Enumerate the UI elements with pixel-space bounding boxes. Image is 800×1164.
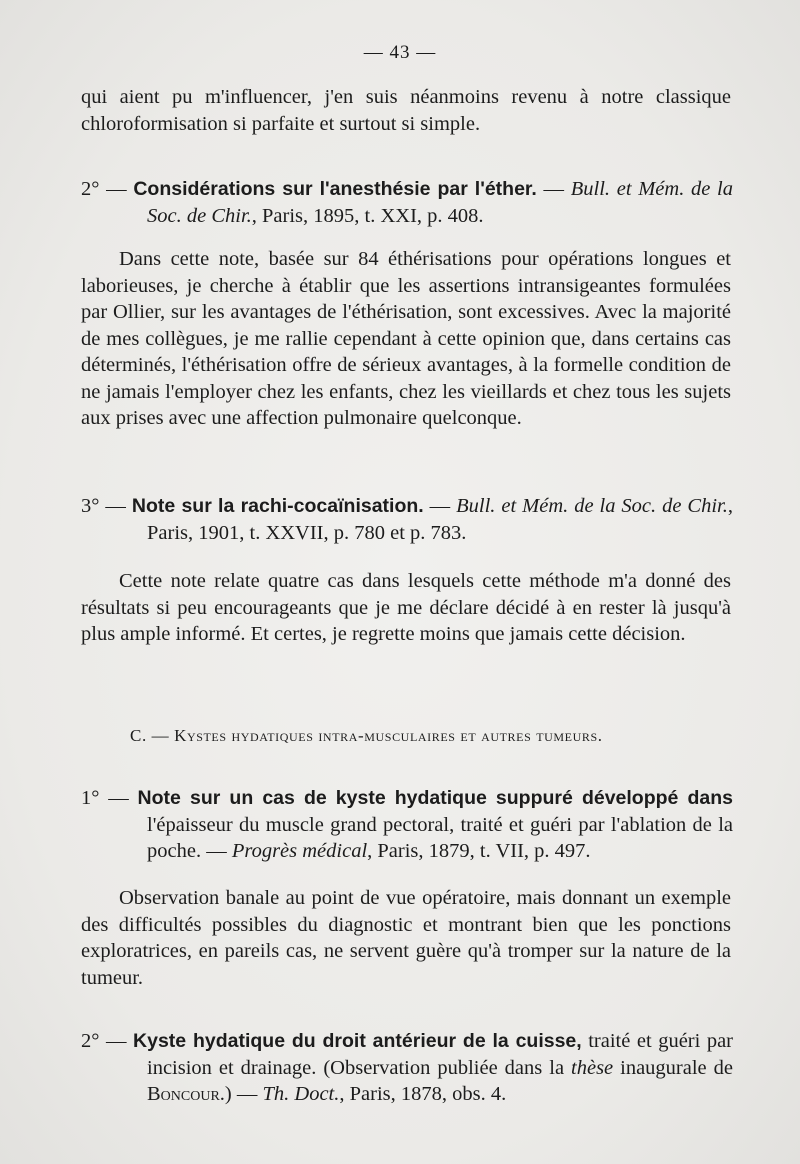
entry-title: Note sur la rachi-cocaïnisation. <box>131 495 424 517</box>
author-name: Boncour <box>147 1083 220 1105</box>
entry-title: Considérations sur l'anesthésie par l'éther. <box>133 178 537 200</box>
section-heading: C. — Kystes hydatiques intra-musculaires et autres tumeurs. <box>130 726 603 745</box>
entry-title: Kyste hydatique du droit antérieur de la cuisse, <box>133 1030 582 1052</box>
journal-ref: Progrès médical <box>231 840 368 862</box>
journal-ref: Bull. et Mém. de la Soc. de Chir. <box>456 495 728 517</box>
entry-3-description: Cette note relate quatre cas dans lesquels cette méthode m'a donné des résultats si peu encourageants que je me déclare décidé à en rester là jusqu'à plus ample informé. Et certes, je regrette moins que jamais cette décision. <box>81 570 731 645</box>
entry-c2-cuisse: 2° — Kyste hydatique du droit antérieur de la cuisse, traité et guéri par incision et drainage. (Observation publiée dans la thèse inaugurale de Boncour.) — Th. Doct., Paris, 1878, obs. 4. <box>81 1030 734 1105</box>
intro-paragraph: qui aient pu m'influencer, j'en suis néanmoins revenu à notre classique chloroformisation si parfaite et surtout si simple. <box>81 86 731 135</box>
entry-2-ether: 2° — Considérations sur l'anesthésie par l'éther. — Bull. et Mém. de la Soc. de Chir., Paris, 1895, t. XXI, p. 408. <box>81 178 734 227</box>
entry-title: Note sur un cas de kyste hydatique suppuré développé dans <box>137 787 733 809</box>
journal-ref: Bull. et Mém. de la Soc. de Chir. <box>147 178 734 227</box>
entry-c1-pectoral: 1° — Note sur un cas de kyste hydatique suppuré développé dans l'épaisseur du muscle grand pectoral, traité et guéri par l'ablation de la poche. — Progrès médical, Paris, 1879, t. VII, p. 497. <box>81 787 733 862</box>
entry-2-description: Dans cette note, basée sur 84 éthérisations pour opérations longues et laborieuses, je cherche à établir que les assertions intransigeantes formulées par Ollier, sur les avantages de l'éthérisation, sont excessives. Avec la majorité de mes collègues, je me rallie cependant à cette opinion que, dans certains cas déterminés, l'éthérisation offre de sérieux avantages, à la formelle condition de ne jamais l'employer chez les enfants, chez les vieillards et chez tous les sujets aux prises avec une affection pulmonaire quelconque. <box>81 248 731 429</box>
entry-c1-description: Observation banale au point de vue opératoire, mais donnant un exemple des difficultés possibles du diagnostic et montrant bien que les ponctions exploratrices, en pareils cas, ne servent guère qu'à tromper sur la nature de la tumeur. <box>81 887 731 989</box>
page-number: — 43 — <box>363 42 437 63</box>
journal-ref: Th. Doct. <box>262 1083 340 1105</box>
entry-3-rachi: 3° — Note sur la rachi-cocaïnisation. — Bull. et Mém. de la Soc. de Chir., Paris, 1901, t. XXVII, p. 780 et p. 783. <box>81 495 733 544</box>
